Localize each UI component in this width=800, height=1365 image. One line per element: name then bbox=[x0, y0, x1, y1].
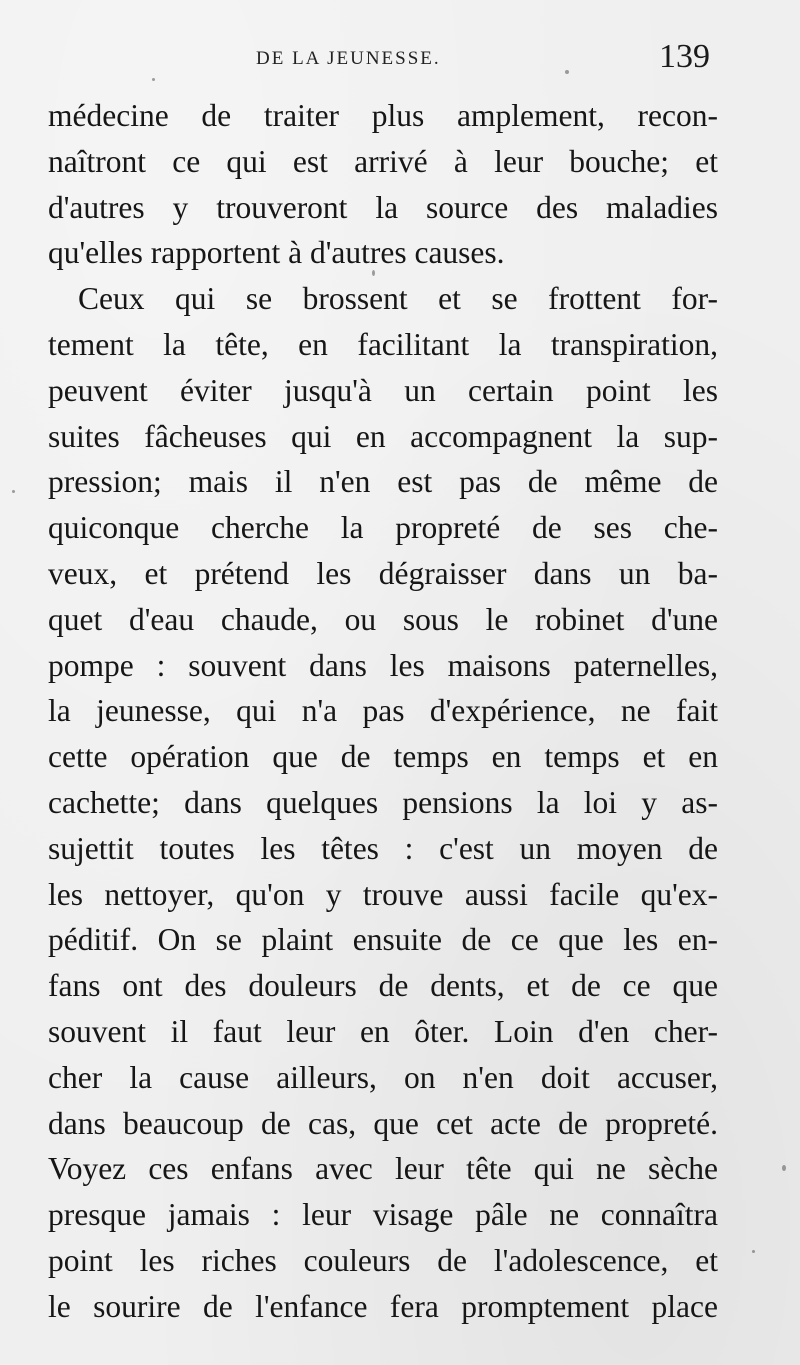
text-line: Voyez ces enfans avec leur tête qui ne sèche bbox=[48, 1151, 718, 1187]
text-line: sujettit toutes les têtes : c'est un moyen de bbox=[48, 830, 718, 866]
text-line: d'autres y trouveront la source des maladies bbox=[48, 189, 718, 225]
ink-speck bbox=[152, 78, 155, 81]
text-line: quiconque cherche la propreté de ses che- bbox=[48, 510, 718, 546]
page-number: 139 bbox=[659, 38, 710, 75]
text-line: point les riches couleurs de l'adolescence, et bbox=[48, 1242, 718, 1278]
text-line: presque jamais : leur visage pâle ne connaîtra bbox=[48, 1197, 718, 1233]
text-line: naîtront ce qui est arrivé à leur bouche; et bbox=[48, 143, 718, 179]
text-line: pression; mais il n'en est pas de même de bbox=[48, 464, 718, 500]
text-line: veux, et prétend les dégraisser dans un ba- bbox=[48, 555, 718, 591]
text-line: peuvent éviter jusqu'à un certain point les bbox=[48, 372, 718, 408]
text-line: fans ont des douleurs de dents, et de ce que bbox=[48, 968, 718, 1004]
text-line: dans beaucoup de cas, que cet acte de propreté. bbox=[48, 1105, 718, 1141]
ink-speck bbox=[752, 1250, 755, 1253]
text-line: cette opération que de temps en temps et en bbox=[48, 739, 718, 775]
text-line: les nettoyer, qu'on y trouve aussi facile qu'ex- bbox=[48, 876, 718, 912]
text-line: tement la tête, en facilitant la transpiration, bbox=[48, 326, 718, 362]
ink-speck bbox=[782, 1165, 786, 1171]
text-line: péditif. On se plaint ensuite de ce que les en- bbox=[48, 922, 718, 958]
text-line: la jeunesse, qui n'a pas d'expérience, ne fait bbox=[48, 693, 718, 729]
ink-speck bbox=[12, 490, 15, 493]
body-text bbox=[48, 93, 718, 1330]
text-line: cher la cause ailleurs, on n'en doit accuser, bbox=[48, 1059, 718, 1095]
text-line: médecine de traiter plus amplement, recon- bbox=[48, 98, 718, 133]
text-line: qu'elles rapportent à d'autres causes. bbox=[48, 235, 505, 271]
ink-speck bbox=[372, 270, 375, 276]
ink-speck bbox=[565, 70, 569, 74]
text-line: pompe : souvent dans les maisons paternelles, bbox=[48, 647, 718, 683]
text-line: quet d'eau chaude, ou sous le robinet d'une bbox=[48, 601, 718, 637]
text-line: souvent il faut leur en ôter. Loin d'en cher- bbox=[48, 1013, 718, 1049]
page-header bbox=[48, 38, 710, 82]
text-line: Ceux qui se brossent et se frottent for- bbox=[78, 281, 718, 317]
text-line: cachette; dans quelques pensions la loi y as- bbox=[48, 784, 718, 820]
text-line: suites fâcheuses qui en accompagnent la sup- bbox=[48, 418, 718, 454]
text-line: le sourire de l'enfance fera promptement place bbox=[48, 1288, 718, 1324]
running-head: DE LA JEUNESSE. bbox=[256, 48, 441, 69]
